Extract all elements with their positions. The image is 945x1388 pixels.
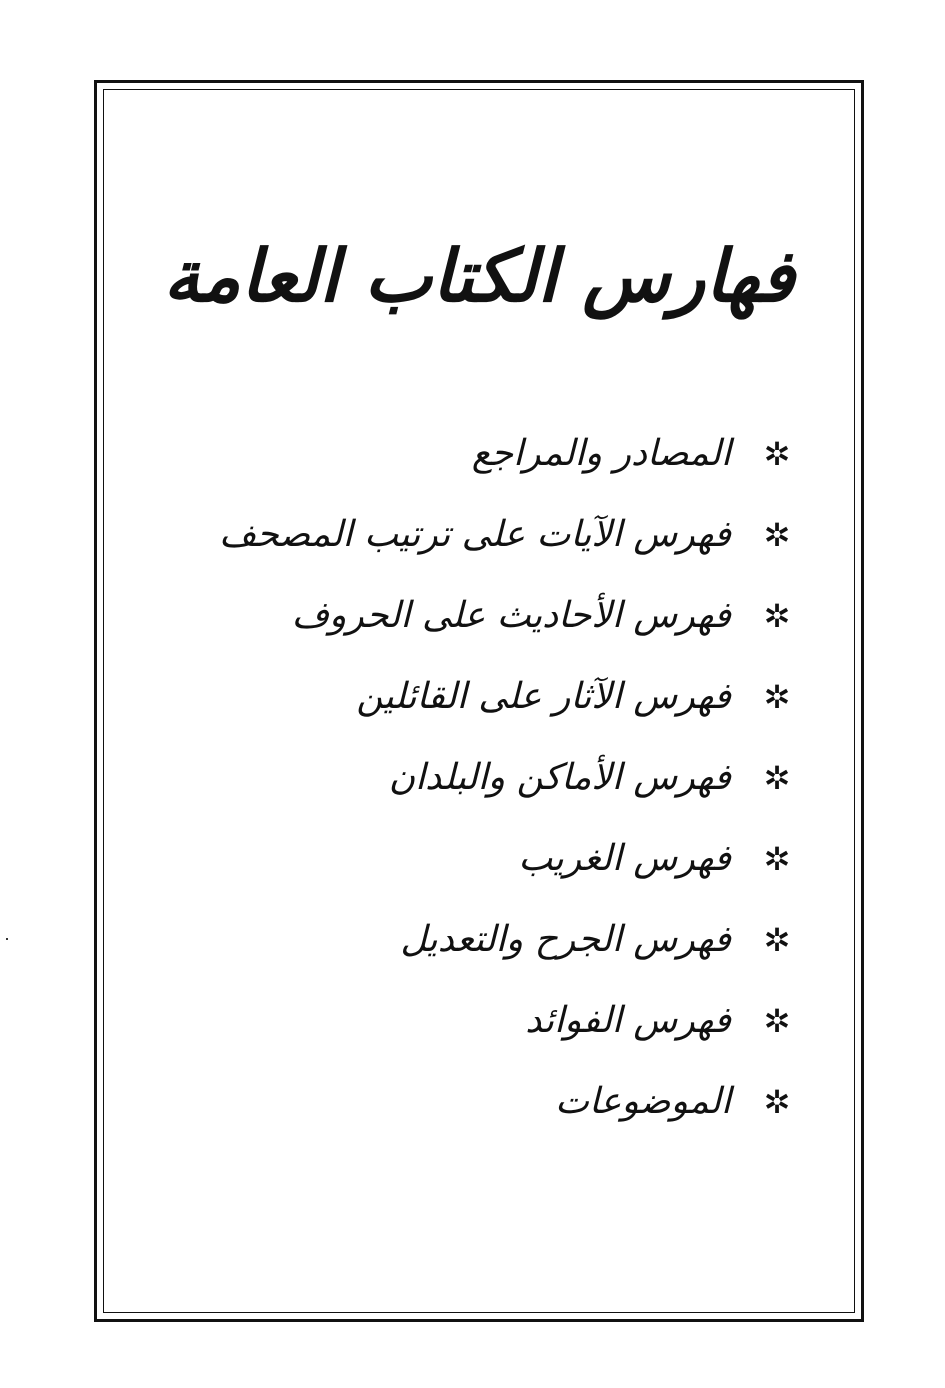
index-entry-benefits: فهرس الفوائد — [525, 1000, 731, 1041]
index-entry-hadiths: فهرس الأحاديث على الحروف — [291, 595, 731, 636]
scan-speck — [6, 938, 8, 940]
index-entry-sources: المصادر والمراجع — [471, 433, 731, 474]
page-frame — [94, 80, 864, 1322]
asterisk-bullet-icon: ✲ — [763, 434, 791, 473]
asterisk-bullet-icon: ✲ — [763, 758, 791, 797]
list-item — [201, 980, 801, 1061]
asterisk-bullet-icon: ✲ — [763, 515, 791, 554]
list-item — [201, 575, 801, 656]
index-entry-jarh-tadil: فهرس الجرح والتعديل — [400, 919, 731, 960]
asterisk-bullet-icon: ✲ — [763, 596, 791, 635]
index-entry-gharib: فهرس الغريب — [518, 838, 731, 879]
asterisk-bullet-icon: ✲ — [763, 677, 791, 716]
list-item — [201, 1061, 801, 1142]
index-entry-athar: فهرس الآثار على القائلين — [356, 676, 731, 717]
asterisk-bullet-icon: ✲ — [763, 1082, 791, 1121]
list-item — [201, 413, 801, 494]
list-item — [201, 818, 801, 899]
list-item — [201, 899, 801, 980]
list-item — [201, 737, 801, 818]
asterisk-bullet-icon: ✲ — [763, 839, 791, 878]
asterisk-bullet-icon: ✲ — [763, 1001, 791, 1040]
index-entry-verses: فهرس الآيات على ترتيب المصحف — [219, 514, 731, 555]
index-entry-topics: الموضوعات — [555, 1081, 731, 1122]
list-item — [201, 656, 801, 737]
list-item — [201, 494, 801, 575]
page-title: فهارس الكتاب العامة — [163, 233, 795, 318]
index-list — [201, 413, 801, 1142]
index-entry-places: فهرس الأماكن والبلدان — [388, 757, 731, 798]
asterisk-bullet-icon: ✲ — [763, 920, 791, 959]
